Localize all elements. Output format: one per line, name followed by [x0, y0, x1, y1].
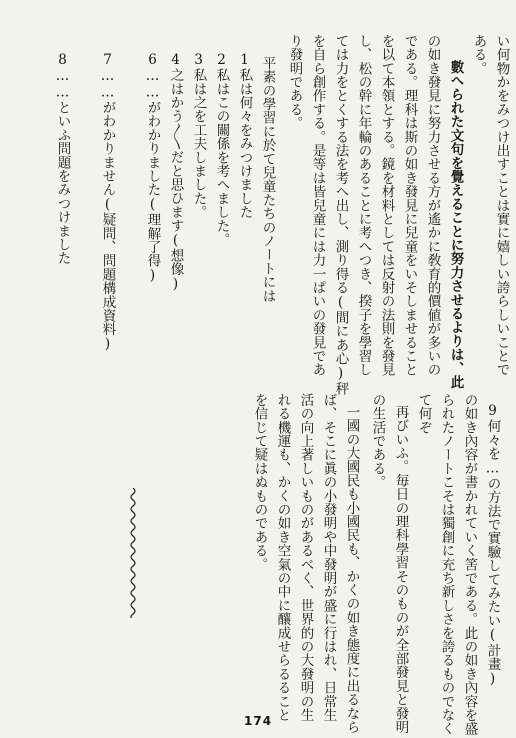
- text-column: を信じて疑はぬものである。: [251, 393, 268, 572]
- text-column: を以て本領とする。鏡を材料としては反射の法則を發見: [378, 34, 395, 377]
- text-column: 平素の學習に於て兒童たちのノートには: [259, 56, 276, 303]
- text-column: 數へられた文句を覺えることに努力させるよりは、此: [447, 60, 464, 389]
- list-item: 7……がわかりません(疑問、問題構成資料): [99, 52, 116, 353]
- text-column: い何物かをみつけ出すことは實に嬉しい誇らしいことで: [493, 34, 510, 377]
- text-column: 活の向上著しいものがあるべく、世界的の大發明の生: [297, 393, 314, 722]
- text-column: の生活である。: [369, 393, 386, 489]
- wavy-rule-divider: [128, 488, 138, 618]
- text-column: ある。: [470, 34, 487, 76]
- list-item: 8……といふ問題をみつけました: [54, 52, 71, 265]
- text-column: 再びいふ。毎日の理科學習そのものが全部發見と發明: [392, 405, 409, 734]
- list-item: 4之はかう〳〵だと思ひます(想像): [167, 52, 184, 293]
- text-column: ては力をとくする法を考へ出し、測り得る(間にあ心)秤: [332, 34, 349, 396]
- text-column: て何ぞ: [415, 393, 432, 435]
- text-column: れる機運も、かくの如き空氣の中に釀成せらるること: [274, 393, 291, 722]
- text-column: し、松の幹に年輪のあることに考へつき、揆子を學習し: [355, 34, 372, 377]
- page-number: 174: [244, 714, 273, 728]
- text-column: の如き發見に努力させる方が遙かに敎育的價値が多いの: [424, 34, 441, 377]
- text-column: ば、そこに眞の小發明や中發明が盛に行はれ、日常生: [320, 393, 337, 722]
- list-item: 1私は何々をみつけました: [236, 52, 253, 219]
- text-column: 一國の大國民も小國民も、かくの如き態度に出るなら: [343, 405, 360, 734]
- text-column: 9何々を…の方法で實驗してみたい(計畫): [484, 403, 501, 687]
- text-column: である。理科は斯の如き發見に兒童をいそしませること: [401, 34, 418, 377]
- text-column: の如き內容が書かれていく筈である。此の如き內容を盛: [461, 393, 478, 736]
- list-item: 2私はこの關係を考へました。: [213, 52, 230, 247]
- text-column: を自ら創作する。是等は皆兒童には力一ぱいの發見であ: [309, 34, 326, 377]
- text-column: られたノートこそは獨創に充ち新しさを誇るものでなく: [438, 393, 455, 736]
- list-item: 3私は之を工夫しました。: [190, 52, 207, 219]
- text-column: り發明である。: [286, 34, 303, 130]
- list-item: 6……がわかりました(理解了得): [144, 52, 161, 284]
